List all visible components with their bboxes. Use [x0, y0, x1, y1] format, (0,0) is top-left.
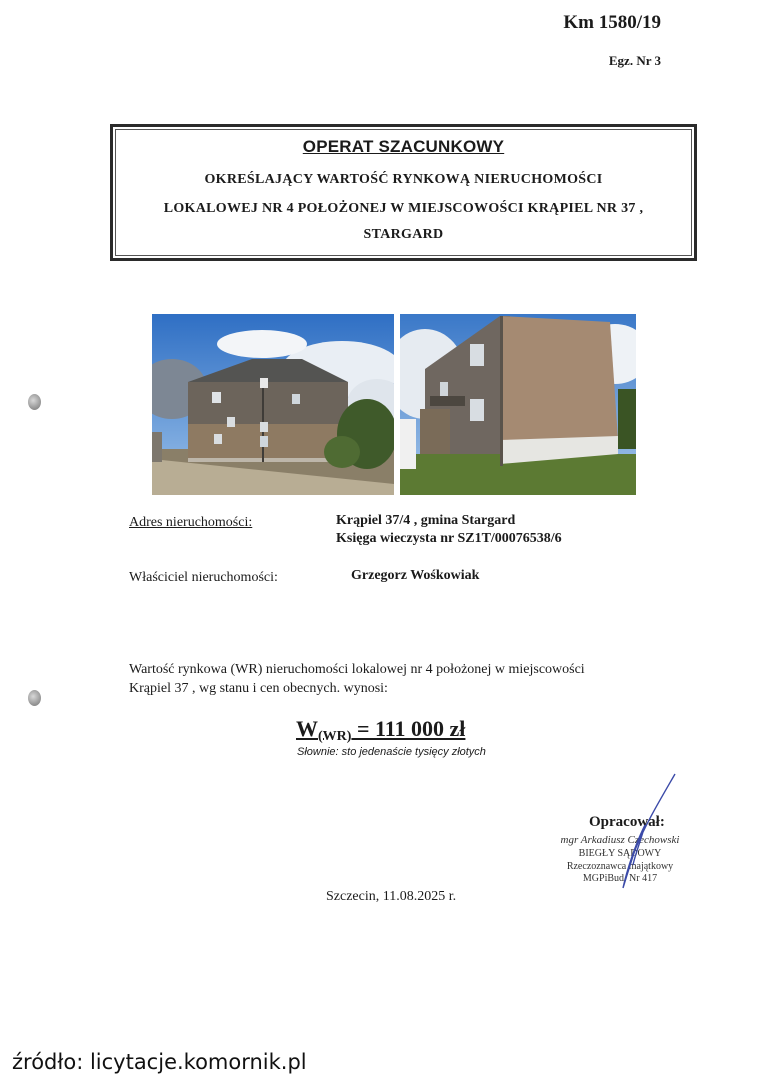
- owner-value: Grzegorz Wośkowiak: [351, 568, 480, 583]
- appraiser-role: BIEGŁY SĄDOWY: [578, 848, 662, 859]
- copy-number: Egz. Nr 3: [608, 53, 661, 68]
- property-photo-side: [400, 314, 636, 495]
- owner-label: Właściciel nieruchomości:: [129, 570, 278, 585]
- punch-hole-bottom: [28, 690, 41, 706]
- valuation-line-2: Krąpiel 37 , wg stanu i cen obecnych. wynosi:: [129, 681, 388, 696]
- place-and-date: Szczecin, 11.08.2025 r.: [326, 889, 457, 904]
- address-value: Krąpiel 37/4 , gmina Stargard: [336, 513, 516, 528]
- document-title: OPERAT SZACUNKOWY: [302, 137, 505, 156]
- title-line-3: STARGARD: [363, 227, 444, 242]
- source-caption: źródło: licytacje.komornik.pl: [12, 1050, 307, 1074]
- land-register-number: Księga wieczysta nr SZ1T/00076538/6: [336, 531, 562, 546]
- property-photo-front: [152, 314, 394, 495]
- appraiser-title: Rzeczoznawca majątkowy: [566, 861, 674, 872]
- handwritten-signature: [605, 770, 685, 895]
- title-line-2: LOKALOWEJ NR 4 POŁOŻONEJ W MIEJSCOWOŚCI KRĄPIEL NR 37 ,: [163, 201, 644, 216]
- punch-hole-top: [28, 394, 41, 410]
- title-line-1: OKREŚLAJĄCY WARTOŚĆ RYNKOWĄ NIERUCHOMOŚCI: [204, 172, 603, 187]
- market-value-amount: $W_{(WR)} = 111$ 000 zł: [296, 716, 466, 744]
- title-box: [110, 124, 697, 261]
- valuation-line-1: Wartość rynkowa (WR) nieruchomości lokalowej nr 4 położonej w miejscowości: [129, 662, 585, 677]
- prepared-by-label: Opracował:: [589, 814, 665, 830]
- appraiser-license: MGPiBud. Nr 417: [582, 873, 658, 884]
- case-number: Km 1580/19: [563, 12, 661, 33]
- value-in-words: Słownie: sto jedenaście tysięcy złotych: [297, 746, 486, 758]
- address-label: Adres nieruchomości:: [129, 515, 253, 530]
- appraiser-name: mgr Arkadiusz Czechowski: [560, 834, 680, 846]
